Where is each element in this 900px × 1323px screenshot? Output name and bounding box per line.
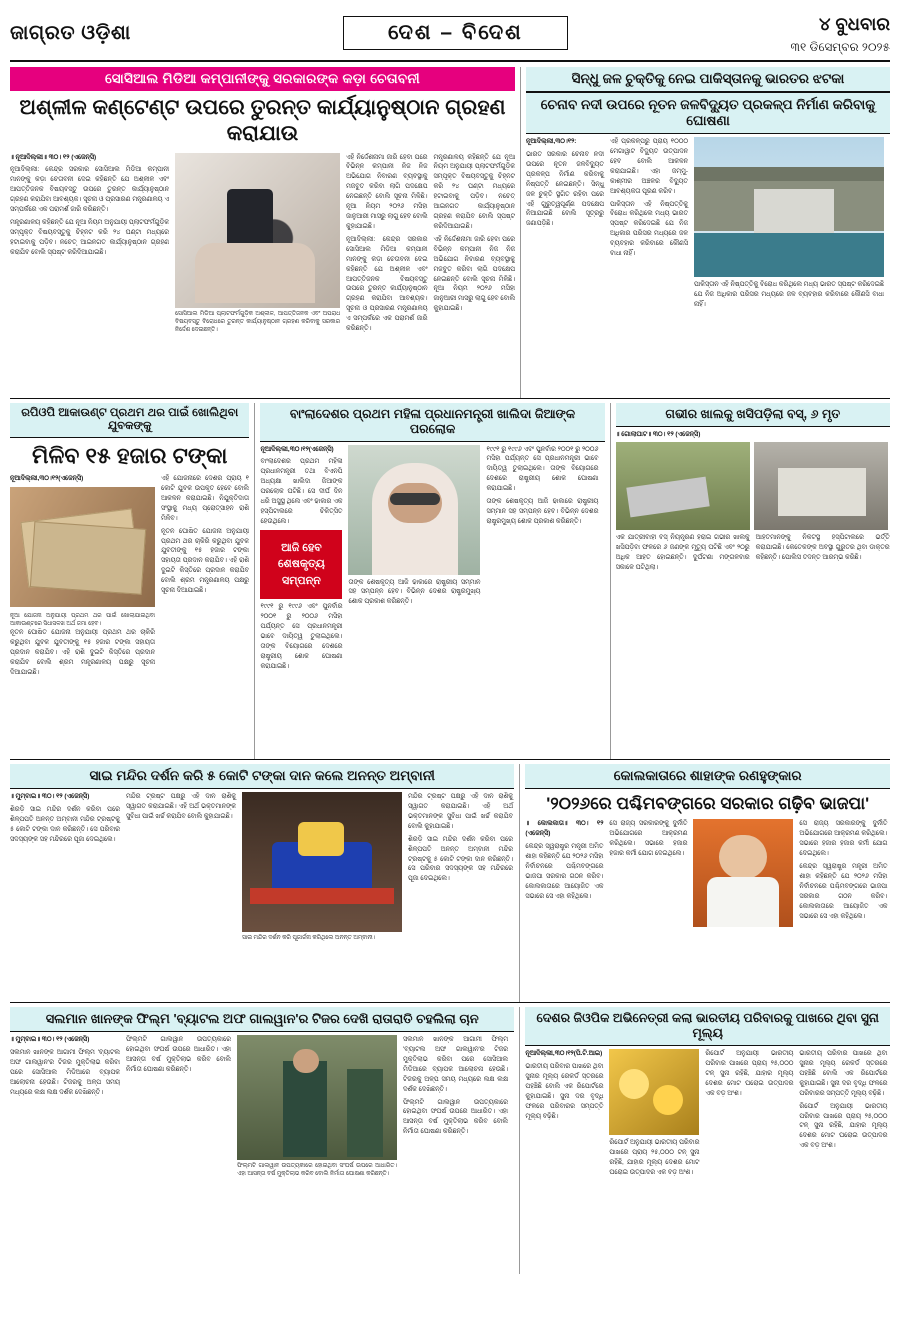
story-indus-water	[526, 67, 890, 398]
story-paragraph: ଆହତମାନଙ୍କୁ ନିକଟସ୍ଥ ହସ୍ପିଟାଲରେ ଭର୍ତ୍ତି କରାଯାଇଛି। କେତେକଙ୍କ ଅବସ୍ଥା ଗୁରୁତର ଥିବା ଡାକ୍ତର କହିଛନ୍ତି। ପୋଲିସ ତଦନ୍ତ ଆରମ୍ଭ କରିଛି।	[755, 534, 890, 562]
story-photo-dam	[694, 137, 884, 277]
story-redbox: ଆଜି ହେବ ଶେଷକୃତ୍ୟ ସମ୍ପନ୍ନ	[260, 530, 342, 600]
story-dateline: ॥ ମୁମ୍ବାଇ॥ ୩୦। ୧୨ (ଏଜେନ୍ସି)	[10, 793, 90, 800]
story-dateline: ॥ ମୁମ୍ବାଇ॥ ୩୦। ୧୨ (ଏଜେନ୍ସି)	[10, 1036, 90, 1043]
story-headline: '୨୦୨୬ରେ ପଶ୍ଚିମବଙ୍ଗରେ ସରକାର ଗଢ଼ିବ ଭାଜପା'	[546, 794, 870, 813]
story-paragraph: ୧୯୯୧ ରୁ ୧୯୯୬ ଏବଂ ପୁନର୍ବାର ୨୦୦୧ ରୁ ୨୦୦୬ ମସିହା ପର୍ଯ୍ୟନ୍ତ ସେ ପ୍ରଧାନମନ୍ତ୍ରୀ ଭାବେ ଦାୟିତ୍ୱ ତୁଲାଇଥିଲେ। ତାଙ୍କ ବିୟୋଗରେ ଦେଶରେ ରାଷ୍ଟ୍ରୀୟ ଶୋକ ଘୋଷଣା କରାଯାଇଛି।	[486, 445, 599, 493]
story-column	[237, 1035, 397, 1260]
story-paragraph: କେନ୍ଦ୍ର ସ୍ୱରାଷ୍ଟ୍ର ମନ୍ତ୍ରୀ ଅମିତ ଶାହା କହିଛନ୍ତି ଯେ ୨୦୨୬ ମସିହା ନିର୍ବାଚନରେ ପଶ୍ଚିମବଙ୍ଗରେ ଭାଜପା ସରକାର ଗଠନ କରିବ। କୋଲକାତାରେ ଆୟୋଜିତ ଏକ ସଭାରେ ସେ ଏହା କହିଥିଲେ।	[799, 862, 888, 920]
story-column	[486, 445, 598, 755]
story-kicker: ଗଭୀର ଖାଲକୁ ଖସିପଡ଼ିଲା ବସ୍, ୬ ମୃତ	[616, 403, 890, 427]
story-kicker: କୋଲକାତାରେ ଶାହାଙ୍କ ରଣହୁଙ୍କାର	[525, 764, 890, 789]
story-paragraph: ସେ ରାଜ୍ୟ ସରକାରଙ୍କୁ ଦୁର୍ନୀତି ଅଭିଯୋଗରେ ଆକ୍ରମଣ କରିଥିଲେ। ସଭାରେ ହଜାର ହଜାର କର୍ମୀ ଯୋଗ ଦେଇଥିଲେ।	[799, 820, 888, 858]
story-paragraph: ଶିରଡ଼ି ସାଇ ମନ୍ଦିର ଦର୍ଶନ କରିବା ପରେ ଶିଳ୍ପପତି ଅନନ୍ତ ଅମ୍ବାନୀ ମନ୍ଦିର ଟ୍ରଷ୍ଟକୁ ୫ କୋଟି ଟଙ୍କା ଦାନ କରିଛନ୍ତି। ସେ ପରିବାର ସଦସ୍ୟଙ୍କ ସହ ମନ୍ଦିରରେ ପୂଜା ଦେଇଥିଲେ।	[408, 835, 513, 883]
story-column	[609, 1049, 699, 1274]
story-photo-caption: ସାଇ ମନ୍ଦିର ଦର୍ଶନ କରି ପୂଜାର୍ଚ୍ଚନା କରିଥିଲେ ଅନନ୍ତ ଅମ୍ବାନୀ।	[242, 935, 376, 941]
story-paragraph: ଭାରତ ସରକାର ଚେନାବ ନଦୀ ଉପରେ ନୂତନ ଜଳବିଦ୍ୟୁତ ପ୍ରକଳ୍ପ ନିର୍ମାଣ କରିବାକୁ ନିଷ୍ପତ୍ତି ନେଇଛନ୍ତି। ସିନ୍ଧୁ ଜଳ ଚୁକ୍ତି ସ୍ଥଗିତ ରହିବା ପରେ ଏହି ଗୁରୁତ୍ୱପୂର୍ଣ୍ଣ ପଦକ୍ଷେପ ନିଆଯାଇଛି ବୋଲି ସୂତ୍ରରୁ ଜଣାପଡ଼ିଛି।	[526, 150, 604, 228]
story-headline: ଅଶ୍ଳୀଳ କଣ୍ଟେଣ୍ଟ ଉପରେ ତୁରନ୍ତ କାର୍ଯ୍ୟାନୁଷ୍ଠାନ ଗ୍ରହଣ କରାଯାଉ	[19, 96, 506, 146]
story-photo-caption: ଫିଲ୍ମଟି ଗାଲୱାନ ଉପତ୍ୟକାରେ ହୋଇଥିବା ସଂଘର୍ଷ ଉପରେ ଆଧାରିତ। ଏହା ଆସନ୍ତା ବର୍ଷ ମୁକ୍ତିଲାଭ କରିବ ବୋଲି ନିର୍ମାତା ଘୋଷଣା କରିଛନ୍ତି।	[237, 1163, 397, 1178]
story-gold-smuggling	[525, 1007, 890, 1274]
story-paragraph: ଏକ ଯାତ୍ରୀବାହୀ ବସ୍ ନିୟନ୍ତ୍ରଣ ହରାଇ ଗଭୀର ଖାଲକୁ ଖସିପଡ଼ିବା ଫଳରେ ୬ ଜଣଙ୍କ ମୃତ୍ୟୁ ଘଟିଛି ଏବଂ ୨୦ରୁ ଅଧିକ ଆହତ ହୋଇଛନ୍ତି। ଦୁର୍ଘଟଣା ମଙ୍ଗଳବାର ସକାଳେ ଘଟିଥିଲା।	[615, 534, 750, 572]
story-column	[346, 153, 428, 398]
story-column	[10, 792, 120, 1002]
story-column	[403, 1035, 508, 1260]
story-paragraph: ମନ୍ଦିର ଟ୍ରଷ୍ଟ ପକ୍ଷରୁ ଏହି ଦାନ ରାଶିକୁ ସ୍ୱାଗତ କରାଯାଇଛି। ଏହି ଅର୍ଥ ଭକ୍ତମାନଙ୍କ ସୁବିଧା ପାଇଁ ଖର୍ଚ୍ଚ କରାଯିବ ବୋଲି କୁହାଯାଇଛି।	[408, 793, 513, 830]
story-salman-film	[10, 1007, 514, 1274]
story-column	[161, 474, 249, 759]
story-kicker: ସାଇ ମନ୍ଦିର ଦର୍ଶନ କରି ୫ କୋଟି ଟଙ୍କା ଦାନ କଲେ ଅନନ୍ତ ଅମ୍ବାନୀ	[10, 764, 514, 789]
story-photo-accident-site	[616, 442, 750, 530]
story-paragraph: ତାଙ୍କ ଶେଷକୃତ୍ୟ ଆଜି ଢାକାରେ ରାଷ୍ଟ୍ରୀୟ ସମ୍ମାନ ସହ ସମ୍ପନ୍ନ ହେବ। ବିଭିନ୍ନ ଦେଶର ରାଷ୍ଟ୍ରମୁଖ୍ୟ ଶୋକ ପ୍ରକାଶ କରିଛନ୍ତି।	[486, 498, 599, 525]
story-column	[348, 445, 480, 755]
story-paragraph: ଭାରତୀୟ ପରିବାର ପାଖରେ ଥିବା ସୁନାର ମୂଲ୍ୟ ରେକର୍ଡ ସ୍ତରରେ ପହଞ୍ଚିଛି ବୋଲି ଏକ ରିପୋର୍ଟରେ କୁହାଯାଇଛି। ସୁନା ଦର ବୃଦ୍ଧି ଫଳରେ ପରିବାରର ସମ୍ପତ୍ତି ମୂଲ୍ୟ ବଢ଼ିଛି।	[799, 1050, 888, 1097]
story-photo-caption: ସୋସିଆଲ ମିଡିଆ ପ୍ଲାଟଫର୍ମଗୁଡ଼ିକ ଅଶ୍ଳୀଳ, ଆପତ୍ତିଜନକ ଏବଂ ଅପରାଧ ବିଷୟବସ୍ତୁ ବିରୋଧରେ ତୁରନ୍ତ କାର୍ଯ୍ୟାନୁଷ୍ଠାନ ଗ୍ରହଣ କରିବାକୁ ସରକାର ନିର୍ଦ୍ଦେଶ ଦେଇଛନ୍ତି।	[175, 310, 341, 333]
story-column	[694, 137, 884, 372]
story-paragraph: ସଲମାନ ଖାନଙ୍କ ଆଗାମୀ ଫିଲ୍ମ 'ବ୍ୟାଟଲ ଅଫ ଗାଲୱାନ'ର ଟିଜର ମୁକ୍ତିଲାଭ କରିବା ପରେ ସୋସିଆଲ ମିଡିଆରେ ବ୍ୟାପକ ଆଲୋଚନା ହେଉଛି। ଟିଜରକୁ ଅଳ୍ପ ସମୟ ମଧ୍ୟରେ ଲକ୍ଷ ଲକ୍ଷ ଦର୍ଶକ ଦେଖିଛନ୍ତି।	[10, 1048, 120, 1096]
story-khaleda-zia	[260, 403, 604, 760]
story-paragraph: ମନ୍ତ୍ରଣାଳୟ କହିଛନ୍ତି ଯେ ନୂଆ ନିୟମ ଅନୁଯାୟୀ ପ୍ଲାଟଫର୍ମଗୁଡ଼ିକ ସମ୍ପୃକ୍ତ ବିଷୟବସ୍ତୁକୁ ଚିହ୍ନଟ କରି ୨୪ ଘଣ୍ଟା ମଧ୍ୟରେ ହଟାଇବାକୁ ପଡ଼ିବ। ନଚେତ୍ ଆଇନଗତ କାର୍ଯ୍ୟାନୁଷ୍ଠାନ ଗ୍ରହଣ କରାଯିବ ବୋଲି ସ୍ପଷ୍ଟ କରିଦିଆଯାଇଛି।	[433, 153, 515, 230]
story-paragraph: ଏହି ନିର୍ଦ୍ଦେଶନାମା ଜାରି ହେବା ପରେ ବିଭିନ୍ନ କମ୍ପାନୀ ନିଜ ନିଜ ଅଭିଯୋଗ ନିବାରଣ ବ୍ୟବସ୍ଥାକୁ ମଜବୁତ କରିବା ଲାଗି ପଦକ୍ଷେପ ନେଇଛନ୍ତି ବୋଲି ସୂଚନା ମିଳିଛି। ନୂଆ ନିୟମ ୨୦୨୬ ମସିହା ଜାନୁଆରୀ ମାସରୁ ଲାଗୁ ହେବ ବୋଲି କୁହାଯାଇଛି।	[346, 153, 428, 230]
masthead-date: ୩୧ ଡିସେମ୍ବର ୨୦୨୫	[790, 39, 890, 54]
band-third	[10, 760, 890, 1003]
masthead-day: ୪ ବୁଧବାର	[818, 13, 890, 34]
story-paragraph: ମନ୍ଦିର ଟ୍ରଷ୍ଟ ପକ୍ଷରୁ ଏହି ଦାନ ରାଶିକୁ ସ୍ୱାଗତ କରାଯାଇଛି। ଏହି ଅର୍ଥ ଭକ୍ତମାନଙ୍କ ସୁବିଧା ପାଇଁ ଖର୍ଚ୍ଚ କରାଯିବ ବୋଲି କୁହାଯାଇଛି।	[126, 793, 236, 820]
story-photo-wreckage	[754, 442, 888, 530]
story-kicker: ଦେଶର ଜିଓପିକ ଅଭିନେତ୍ରୀ କଲା ଭାରତୀୟ ପରିବାରକୁ ପାଖରେ ଥିବା ସୁନା ମୂଲ୍ୟ	[525, 1007, 890, 1046]
story-photo-temple	[242, 792, 402, 932]
story-photo-caption: ନୂଆ ଯୋଜନା ଅନୁଯାୟୀ ପ୍ରଥମ ଥର ପାଇଁ ଖୋଲାଯାଇଥିବା ଆକାଉଣ୍ଟରେ ସିଧାସଳଖ ଅର୍ଥ ଜମା ହେବ।	[10, 612, 155, 628]
story-paragraph: ରିପୋର୍ଟ ଅନୁଯାୟୀ ଭାରତୀୟ ପରିବାର ପାଖରେ ପ୍ରାୟ ୨୫,୦୦୦ ଟନ୍ ସୁନା ରହିଛି, ଯାହାର ମୂଲ୍ୟ ଦେଶର ମୋଟ ଘରୋଇ ଉତ୍ପାଦର ଏକ ବଡ଼ ଅଂଶ।	[705, 1050, 794, 1097]
story-photo-gold	[609, 1049, 699, 1135]
story-column	[434, 153, 515, 398]
story-photo-phone-user	[175, 153, 340, 308]
story-column	[756, 533, 890, 708]
story-paragraph: ମନ୍ତ୍ରଣାଳୟ କହିଛନ୍ତି ଯେ ନୂଆ ନିୟମ ଅନୁଯାୟୀ ପ୍ଲାଟଫର୍ମଗୁଡ଼ିକ ସମ୍ପୃକ୍ତ ବିଷୟବସ୍ତୁକୁ ଚିହ୍ନଟ କରି ୨୪ ଘଣ୍ଟା ମଧ୍ୟରେ ହଟାଇବାକୁ ପଡ଼ିବ। ନଚେତ୍ ଆଇନଗତ କାର୍ଯ୍ୟାନୁଷ୍ଠାନ ଗ୍ରହଣ କରାଯିବ ବୋଲି ସ୍ପଷ୍ଟ କରିଦିଆଯାଇଛି।	[10, 219, 170, 256]
story-paragraph: ବାଂଲାଦେଶର ପ୍ରଥମ ମହିଳା ପ୍ରଧାନମନ୍ତ୍ରୀ ତଥା ବିଏନପି ଅଧ୍ୟକ୍ଷା ଖାଲିଦା ଜିଆଙ୍କ ପରଲୋକ ଘଟିଛି। ସେ ଦୀର୍ଘ ଦିନ ଧରି ଅସୁସ୍ଥ ଥିଲେ ଏବଂ ଢାକାର ଏକ ହସ୍ପିଟାଲରେ ଚିକିତ୍ସିତ ହେଉଥିଲେ।	[260, 458, 343, 525]
story-paragraph: ଶିରଡ଼ି ସାଇ ମନ୍ଦିର ଦର୍ଶନ କରିବା ପରେ ଶିଳ୍ପପତି ଅନନ୍ତ ଅମ୍ବାନୀ ମନ୍ଦିର ଟ୍ରଷ୍ଟକୁ ୫ କୋଟି ଟଙ୍କା ଦାନ କରିଛନ୍ତି। ସେ ପରିବାର ସଦସ୍ୟଙ୍କ ସହ ମନ୍ଦିରରେ ପୂଜା ଦେଇଥିଲେ।	[10, 805, 120, 843]
story-photo-amit-shah	[693, 819, 793, 927]
story-column	[705, 1049, 793, 1274]
story-column	[526, 137, 604, 372]
story-column	[693, 819, 793, 984]
story-kicker: ବାଂଲାଦେଶର ପ୍ରଥମ ମହିଳା ପ୍ରଧାନମନ୍ତ୍ରୀ ଖାଲିଦା ଜିଆଙ୍କ ପରଲୋକ	[260, 403, 604, 442]
story-kicker: ସୋସିଆଲ ମିଡିଆ କମ୍ପାନୀଙ୍କୁ ସରକାରଙ୍କ କଡ଼ା ଚେତାବନୀ	[10, 67, 515, 91]
story-dateline: ॥ ଗୋଲାଘାଟ॥ ୩୦। ୧୨ (ଏଜେନ୍ସି)	[615, 430, 701, 438]
story-paragraph: ଭାରତୀୟ ପରିବାର ପାଖରେ ଥିବା ସୁନାର ମୂଲ୍ୟ ରେକର୍ଡ ସ୍ତରରେ ପହଞ୍ଚିଛି ବୋଲି ଏକ ରିପୋର୍ଟରେ କୁହାଯାଇଛି। ସୁନା ଦର ବୃଦ୍ଧି ଫଳରେ ପରିବାରର ସମ୍ପତ୍ତି ମୂଲ୍ୟ ବଢ଼ିଛି।	[525, 1062, 604, 1120]
story-subkicker: ଚେନାବ ନଦୀ ଉପରେ ନୂତନ ଜଳବିଦ୍ୟୁତ ପ୍ରକଳ୍ପ ନିର୍ମାଣ କରିବାକୁ ଘୋଷଣା	[526, 92, 890, 134]
story-column	[525, 1049, 603, 1274]
story-dateline: ନୂଆଦିଲ୍ଲୀ,୩୦।୧୨(ଏଜେନ୍ସି)	[260, 445, 334, 453]
story-paragraph: ସେ ରାଜ୍ୟ ସରକାରଙ୍କୁ ଦୁର୍ନୀତି ଅଭିଯୋଗରେ ଆକ୍ରମଣ କରିଥିଲେ। ସଭାରେ ହଜାର ହଜାର କର୍ମୀ ଯୋଗ ଦେଇଥିଲେ।	[609, 820, 688, 858]
story-dateline: ॥ କୋଲକାତା॥ ୩୦। ୧୨ (ଏଜେନ୍ସି)	[525, 820, 604, 838]
story-column	[616, 533, 750, 708]
story-social-media-warning	[10, 67, 515, 398]
story-column	[126, 1035, 231, 1260]
story-photo-film-still	[237, 1035, 397, 1160]
story-column	[610, 137, 688, 372]
story-photo-currency	[10, 487, 155, 607]
story-paragraph: ନୂତନ ଘୋଷିତ ଯୋଜନା ଅନୁଯାୟୀ ପ୍ରଥମ ଥର ଚାକିରି କରୁଥିବା ଯୁବକ ଯୁବତୀଙ୍କୁ ୧୫ ହଜାର ଟଙ୍କା ସହାୟତା ପ୍ରଦାନ କରାଯିବ। ଏହି ରାଶି ଦୁଇଟି କିସ୍ତିରେ ପ୍ରଦାନ କରାଯିବ ବୋଲି ଶ୍ରମ ମନ୍ତ୍ରଣାଳୟ ପକ୍ଷରୁ ସୂଚନା ଦିଆଯାଇଛି।	[161, 527, 249, 595]
story-column	[175, 153, 340, 398]
story-kicker: ରପିଓପି ଆକାଉଣ୍ଟ ପ୍ରଥମ ଥର ପାଇଁ ଖୋଲିଥିବା ଯୁବକଙ୍କୁ	[10, 403, 249, 438]
section-title: ଦେଶ – ବିଦେଶ	[343, 16, 568, 50]
band-top	[10, 62, 890, 399]
story-column	[10, 1035, 120, 1260]
story-paragraph: କେନ୍ଦ୍ର ସ୍ୱରାଷ୍ଟ୍ର ମନ୍ତ୍ରୀ ଅମିତ ଶାହା କହିଛନ୍ତି ଯେ ୨୦୨୬ ମସିହା ନିର୍ବାଚନରେ ପଶ୍ଚିମବଙ୍ଗରେ ଭାଜପା ସରକାର ଗଠନ କରିବ। କୋଲକାତାରେ ଆୟୋଜିତ ଏକ ସଭାରେ ସେ ଏହା କହିଥିଲେ।	[525, 843, 604, 900]
story-bus-accident	[616, 403, 890, 760]
story-paragraph: ଫିଲ୍ମଟି ଗାଲୱାନ ଉପତ୍ୟକାରେ ହୋଇଥିବା ସଂଘର୍ଷ ଉପରେ ଆଧାରିତ। ଏହା ଆସନ୍ତା ବର୍ଷ ମୁକ୍ତିଲାଭ କରିବ ବୋଲି ନିର୍ମାତା ଘୋଷଣା କରିଛନ୍ତି।	[126, 1036, 231, 1073]
story-dateline: ॥ ନୂଆଦିଲ୍ଲୀ॥ ୩୦। ୧୨ (ଏଜେନ୍ସି)	[10, 153, 97, 161]
story-column	[609, 819, 687, 984]
band-fourth	[10, 1003, 890, 1274]
story-dateline: ନୂଆଦିଲ୍ଲୀ,୩୦।୧୨(ପି.ଟି.ଆଇ)	[525, 1050, 603, 1057]
story-column	[10, 153, 169, 398]
story-column	[408, 792, 513, 1002]
story-paragraph: ନୂଆଦିଲ୍ଲୀ: କେନ୍ଦ୍ର ସରକାର ସୋସିଆଲ ମିଡିଆ କମ୍ପାନୀ ମାନଙ୍କୁ କଡ଼ା ଚେତାବନୀ ଦେଇ କହିଛନ୍ତି ଯେ ଅଶ୍ଳୀଳ ଏବଂ ଆପତ୍ତିଜନକ ବିଷୟବସ୍ତୁ ଉପରେ ତୁରନ୍ତ କାର୍ଯ୍ୟାନୁଷ୍ଠାନ ଗ୍ରହଣ କରାଯିବା ଆବଶ୍ୟକ। ସୂଚନା ଓ ପ୍ରସାରଣ ମନ୍ତ୍ରଣାଳୟ ଏ ସମ୍ପର୍କରେ ଏକ ପରାମର୍ଶ ଜାରି କରିଛନ୍ତି।	[10, 166, 170, 214]
story-paragraph: ଏହି ଯୋଜନାରେ ଦେଶର ପ୍ରାୟ ୧ କୋଟି ଯୁବକ ଉପକୃତ ହେବେ ବୋଲି ଆକଳନ କରାଯାଇଛି। ନିଯୁକ୍ତିଦାତା ସଂସ୍ଥାକୁ ମଧ୍ୟ ପ୍ରୋତ୍ସାହନ ରାଶି ମିଳିବ।	[161, 475, 249, 522]
masthead	[10, 6, 890, 62]
story-paragraph: ରିପୋର୍ଟ ଅନୁଯାୟୀ ଭାରତୀୟ ପରିବାର ପାଖରେ ପ୍ରାୟ ୨୫,୦୦୦ ଟନ୍ ସୁନା ରହିଛି, ଯାହାର ମୂଲ୍ୟ ଦେଶର ମୋଟ ଘରୋଇ ଉତ୍ପାଦର ଏକ ବଡ଼ ଅଂଶ।	[799, 1102, 888, 1150]
story-paragraph: ପାକିସ୍ତାନ ଏହି ନିଷ୍ପତ୍ତିକୁ ବିରୋଧ କରିଥିଲେ ମଧ୍ୟ ଭାରତ ସ୍ପଷ୍ଟ କରିଦେଇଛି ଯେ ନିଜ ଅଧିକାର ପରିସର ମଧ୍ୟରେ ଜଳ ବ୍ୟବହାର କରିବାରେ କୌଣସି ବାଧା ନାହିଁ।	[694, 281, 884, 308]
story-paragraph: ପାକିସ୍ତାନ ଏହି ନିଷ୍ପତ୍ତିକୁ ବିରୋଧ କରିଥିଲେ ମଧ୍ୟ ଭାରତ ସ୍ପଷ୍ଟ କରିଦେଇଛି ଯେ ନିଜ ଅଧିକାର ପରିସର ମଧ୍ୟରେ ଜଳ ବ୍ୟବହାର କରିବାରେ କୌଣସି ବାଧା ନାହିଁ।	[610, 200, 688, 258]
story-paragraph: ସଲମାନ ଖାନଙ୍କ ଆଗାମୀ ଫିଲ୍ମ 'ବ୍ୟାଟଲ ଅଫ ଗାଲୱାନ'ର ଟିଜର ମୁକ୍ତିଲାଭ କରିବା ପରେ ସୋସିଆଲ ମିଡିଆରେ ବ୍ୟାପକ ଆଲୋଚନା ହେଉଛି। ଟିଜରକୁ ଅଳ୍ପ ସମୟ ମଧ୍ୟରେ ଲକ୍ଷ ଲକ୍ଷ ଦର୍ଶକ ଦେଖିଛନ୍ତି।	[403, 1036, 508, 1093]
story-column	[799, 1049, 887, 1274]
story-column	[10, 474, 155, 759]
story-kicker: ସିନ୍ଧୁ ଜଳ ଚୁକ୍ତିକୁ ନେଇ ପାକିସ୍ତାନକୁ ଭାରତର ଝଟକା	[526, 67, 890, 92]
story-column	[525, 819, 603, 984]
story-kicker: ସଲମାନ ଖାନଙ୍କ ଫିଲ୍ମ 'ବ୍ୟାଟଲ ଅଫ ଗାଲୱାନ'ର ଟିଜର ଦେଖି ରାତାରାତି ଚହଲିଲା ଚାନ	[10, 1007, 514, 1032]
story-photo-khaleda	[348, 445, 480, 575]
story-temple-donation	[10, 764, 514, 1002]
story-column	[126, 792, 236, 1002]
masthead-date-block	[770, 11, 890, 56]
story-paragraph: ତାଙ୍କ ଶେଷକୃତ୍ୟ ଆଜି ଢାକାରେ ରାଷ୍ଟ୍ରୀୟ ସମ୍ମାନ ସହ ସମ୍ପନ୍ନ ହେବ। ବିଭିନ୍ନ ଦେଶର ରାଷ୍ଟ୍ରମୁଖ୍ୟ ଶୋକ ପ୍ରକାଶ କରିଛନ୍ତି।	[348, 578, 481, 606]
story-paragraph: ଫିଲ୍ମଟି ଗାଲୱାନ ଉପତ୍ୟକାରେ ହୋଇଥିବା ସଂଘର୍ଷ ଉପରେ ଆଧାରିତ। ଏହା ଆସନ୍ତା ବର୍ଷ ମୁକ୍ତିଲାଭ କରିବ ବୋଲି ନିର୍ମାତା ଘୋଷଣା କରିଛନ୍ତି।	[403, 1098, 508, 1136]
story-paragraph: ନୂଆଦିଲ୍ଲୀ: କେନ୍ଦ୍ର ସରକାର ସୋସିଆଲ ମିଡିଆ କମ୍ପାନୀ ମାନଙ୍କୁ କଡ଼ା ଚେତାବନୀ ଦେଇ କହିଛନ୍ତି ଯେ ଅଶ୍ଳୀଳ ଏବଂ ଆପତ୍ତିଜନକ ବିଷୟବସ୍ତୁ ଉପରେ ତୁରନ୍ତ କାର୍ଯ୍ୟାନୁଷ୍ଠାନ ଗ୍ରହଣ କରାଯିବା ଆବଶ୍ୟକ। ସୂଚନା ଓ ପ୍ରସାରଣ ମନ୍ତ୍ରଣାଳୟ ଏ ସମ୍ପର୍କରେ ଏକ ପରାମର୍ଶ ଜାରି କରିଛନ୍ତି।	[346, 235, 428, 333]
story-column	[260, 445, 342, 755]
story-dateline: ନୂଆଦିଲ୍ଲୀ,୩୦।୧୨:	[526, 138, 577, 145]
story-ration-card	[10, 403, 249, 760]
story-dateline: ନୂଆଦିଲ୍ଲୀ,୩୦।୧୨(ଏଜେନ୍ସି)	[10, 475, 84, 482]
story-dateline-wrap	[616, 427, 890, 440]
story-paragraph: ରିପୋର୍ଟ ଅନୁଯାୟୀ ଭାରତୀୟ ପରିବାର ପାଖରେ ପ୍ରାୟ ୨୫,୦୦୦ ଟନ୍ ସୁନା ରହିଛି, ଯାହାର ମୂଲ୍ୟ ଦେଶର ମୋଟ ଘରୋଇ ଉତ୍ପାଦର ଏକ ବଡ଼ ଅଂଶ।	[609, 1139, 700, 1176]
story-paragraph: ନୂତନ ଘୋଷିତ ଯୋଜନା ଅନୁଯାୟୀ ପ୍ରଥମ ଥର ଚାକିରି କରୁଥିବା ଯୁବକ ଯୁବତୀଙ୍କୁ ୧୫ ହଜାର ଟଙ୍କା ସହାୟତା ପ୍ରଦାନ କରାଯିବ। ଏହି ରାଶି ଦୁଇଟି କିସ୍ତିରେ ପ୍ରଦାନ କରାଯିବ ବୋଲି ଶ୍ରମ ମନ୍ତ୍ରଣାଳୟ ପକ୍ଷରୁ ସୂଚନା ଦିଆଯାଇଛି।	[10, 629, 155, 676]
story-headline: ମିଳିବ ୧୫ ହଜାର ଟଙ୍କା	[32, 442, 228, 468]
story-column	[242, 792, 402, 1002]
band-second	[10, 399, 890, 761]
story-paragraph: ଏହି ନିର୍ଦ୍ଦେଶନାମା ଜାରି ହେବା ପରେ ବିଭିନ୍ନ କମ୍ପାନୀ ନିଜ ନିଜ ଅଭିଯୋଗ ନିବାରଣ ବ୍ୟବସ୍ଥାକୁ ମଜବୁତ କରିବା ଲାଗି ପଦକ୍ଷେପ ନେଇଛନ୍ତି ବୋଲି ସୂଚନା ମିଳିଛି। ନୂଆ ନିୟମ ୨୦୨୬ ମସିହା ଜାନୁଆରୀ ମାସରୁ ଲାଗୁ ହେବ ବୋଲି କୁହାଯାଇଛି।	[433, 235, 515, 313]
story-paragraph: ଏହି ପ୍ରକଳ୍ପରୁ ପ୍ରାୟ ୧୦୦୦ ମେଗାୱାଟ ବିଦ୍ୟୁତ ଉତ୍ପାଦନ ହେବ ବୋଲି ଆକଳନ କରାଯାଇଛି। ଏହା ଜମ୍ମୁ-କାଶ୍ମୀର ଅଞ୍ଚଳର ବିଦ୍ୟୁତ ଆବଶ୍ୟକତା ପୂରଣ କରିବ।	[610, 138, 688, 195]
newspaper-logo: ଜାଗ୍ରତ ଓଡ଼ିଶା	[10, 21, 131, 44]
story-paragraph: ୧୯୯୧ ରୁ ୧୯୯୬ ଏବଂ ପୁନର୍ବାର ୨୦୦୧ ରୁ ୨୦୦୬ ମସିହା ପର୍ଯ୍ୟନ୍ତ ସେ ପ୍ରଧାନମନ୍ତ୍ରୀ ଭାବେ ଦାୟିତ୍ୱ ତୁଲାଇଥିଲେ। ତାଙ୍କ ବିୟୋଗରେ ଦେଶରେ ରାଷ୍ଟ୍ରୀୟ ଶୋକ ଘୋଷଣା କରାଯାଇଛି।	[260, 603, 343, 670]
masthead-center	[141, 16, 770, 50]
story-column	[799, 819, 887, 984]
story-shah-kolkata	[525, 764, 890, 1002]
